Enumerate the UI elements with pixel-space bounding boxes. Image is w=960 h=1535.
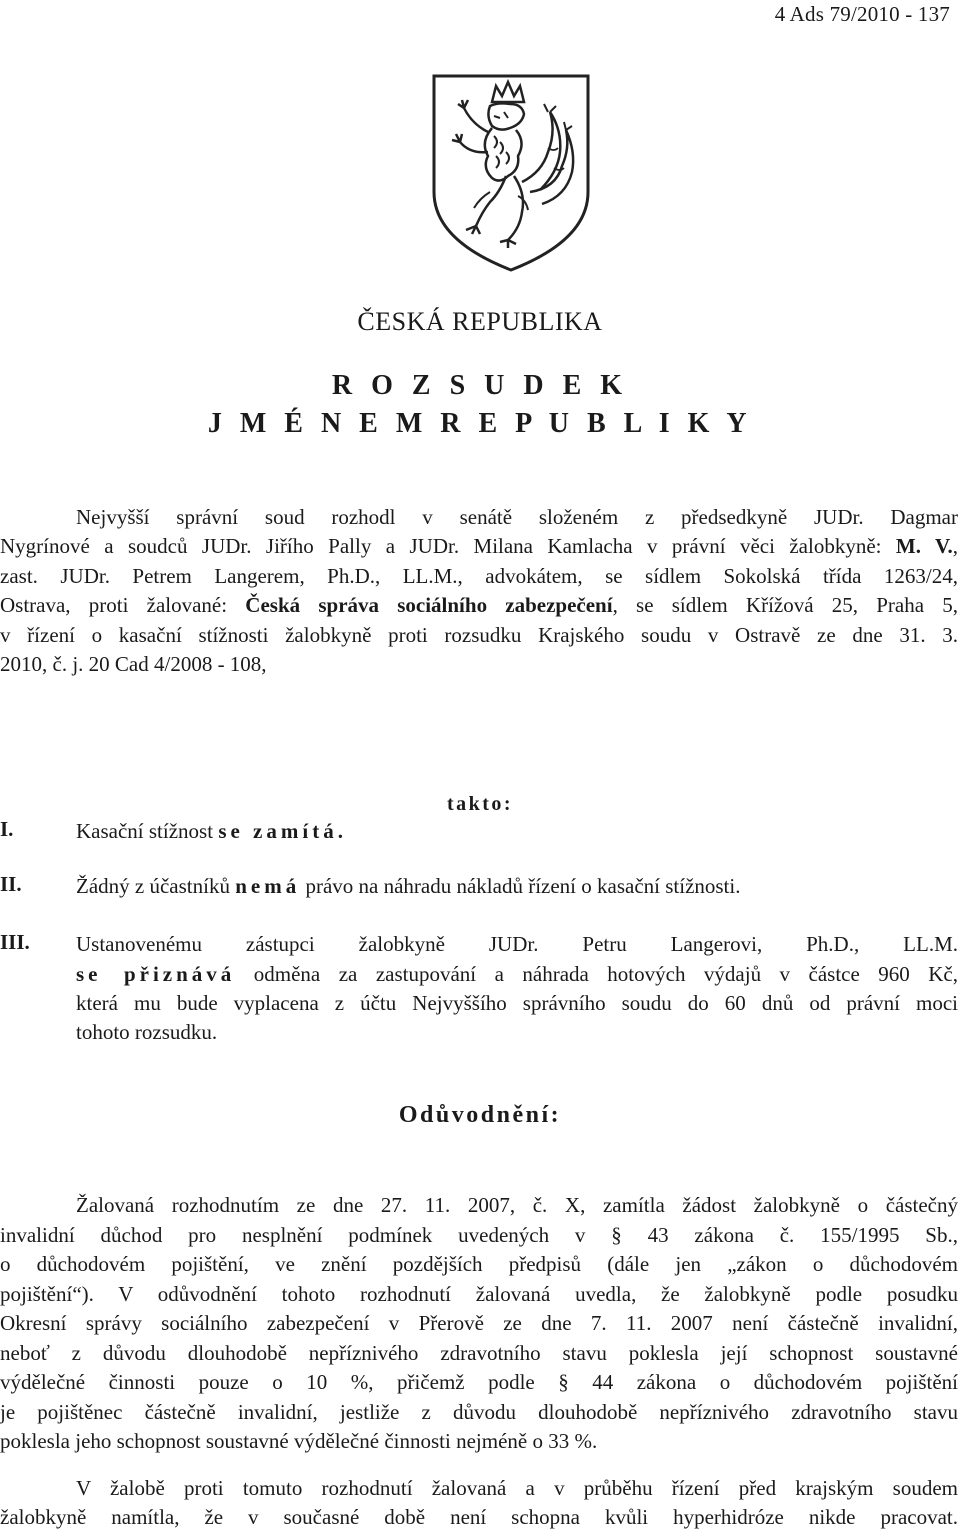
intro-line-3 xyxy=(0,562,958,592)
item-text: právo na náhradu nákladů řízení o kasační stížnosti. xyxy=(300,874,741,898)
item-text: Žádný z účastníků xyxy=(76,874,236,898)
intro-text: , xyxy=(952,534,958,558)
reasoning-line: neboť z důvodu dlouhodobě nepříznivého zdravotního stavu poklesla její schopnost soustavné xyxy=(0,1341,958,1365)
verdict-heading: R O Z S U D E K xyxy=(331,370,629,401)
reasoning-line: o důchodovém pojištění, ve znění pozdějších předpisů (dále jen „zákon o důchodovém xyxy=(0,1252,958,1276)
reasoning-line: Okresní správy sociálního zabezpečení v Přerově ze dne 7. 11. 2007 není částečně invalidní, xyxy=(0,1311,958,1335)
plaintiff-name: M. V. xyxy=(895,534,953,558)
item-text: odměna za zastupování a náhrada hotových výdajů v částce 960 Kč, xyxy=(235,962,958,986)
reasoning-line: invalidní důchod pro nesplnění podmínek uvedených v § 43 zákona č. 155/1995 Sb., xyxy=(0,1223,958,1247)
item-text-3-line-4: tohoto rozsudku. xyxy=(76,1020,218,1044)
reasoning-line: V žalobě proti tomuto rozhodnutí žalovaná a v průběhu řízení před krajským soudem xyxy=(76,1476,958,1500)
item-text-3-line-3: která mu bude vyplacena z účtu Nejvyššího správního soudu do 60 dnů od právní moci xyxy=(76,991,958,1015)
item-label-1: I. xyxy=(0,817,14,841)
intro-line-5: v řízení o kasační stížnosti žalobkyně proti rozsudku Krajského soudu v Ostravě ze dne 31. 3. xyxy=(0,623,958,647)
reasoning-line: výdělečné činnosti pouze o 10 %, přičemž podle § 44 zákona o důchodovém pojištění xyxy=(0,1370,958,1394)
case-number: 4 Ads 79/2010 - 137 xyxy=(774,2,950,26)
item-text-3-line-2 xyxy=(76,960,958,990)
reasoning-line: poklesla jeho schopnost soustavné výdělečné činnosti nejméně o 33 %. xyxy=(0,1429,598,1453)
intro-line-6: 2010, č. j. 20 Cad 4/2008 - 108, xyxy=(0,652,267,676)
takto-heading: takto: xyxy=(446,793,514,815)
item-text: Kasační stížnost xyxy=(76,819,219,843)
republic-heading: ČESKÁ REPUBLIKA xyxy=(357,307,603,336)
item-emphasis: se zamítá. xyxy=(218,819,347,843)
intro-text: Nygrínové a soudců JUDr. Jiřího Pally a JUDr. Milana Kamlacha v právní věci žalobkyně: xyxy=(0,534,896,558)
state-emblem-icon xyxy=(430,72,592,274)
intro-text: , advokátem, se sídlem Sokolská třída 1263/24, xyxy=(457,564,958,588)
item-label-3: III. xyxy=(0,930,30,954)
intro-text: zast. JUDr. Petrem Langerem, Ph.D., LL.M. xyxy=(0,564,458,588)
reasoning-line: Žalovaná rozhodnutím ze dne 27. 11. 2007, č. X, zamítla žádost žalobkyně o částečný xyxy=(76,1193,958,1217)
item-text-3-line-1: Ustanovenému zástupci žalobkyně JUDr. Petru Langerovi, Ph.D., LL.M. xyxy=(76,932,958,956)
item-label-2: II. xyxy=(0,872,22,896)
item-text-1 xyxy=(76,817,958,847)
reasoning-line: je pojištěnec částečně invalidní, jestliže z důvodu dlouhodobě nepříznivého zdravotního stavu xyxy=(0,1400,958,1424)
reasoning-heading: Odůvodnění: xyxy=(398,1102,562,1128)
item-emphasis: se přiznává xyxy=(76,962,236,986)
intro-text: Ostrava, proti žalované: xyxy=(0,593,246,617)
in-name-heading: J M É N E M R E P U B L I K Y xyxy=(207,408,753,439)
reasoning-line: žalobkyně namítla, že v současné době není schopna kvůli hyperhidróze nikde pracovat. xyxy=(0,1505,958,1529)
item-text-2 xyxy=(76,872,958,902)
intro-text: , se sídlem Křížová 25, Praha 5, xyxy=(612,593,958,617)
reasoning-line: pojištění“). V odůvodnění tohoto rozhodnutí žalovaná uvedla, že žalobkyně podle posudku xyxy=(0,1282,958,1306)
item-emphasis: nemá xyxy=(235,874,301,898)
intro-line-2 xyxy=(0,532,958,562)
intro-line-1: Nejvyšší správní soud rozhodl v senátě složeném z předsedkyně JUDr. Dagmar xyxy=(76,505,958,529)
intro-line-4 xyxy=(0,591,958,621)
defendant-name: Česká správa sociálního zabezpečení xyxy=(245,593,613,617)
